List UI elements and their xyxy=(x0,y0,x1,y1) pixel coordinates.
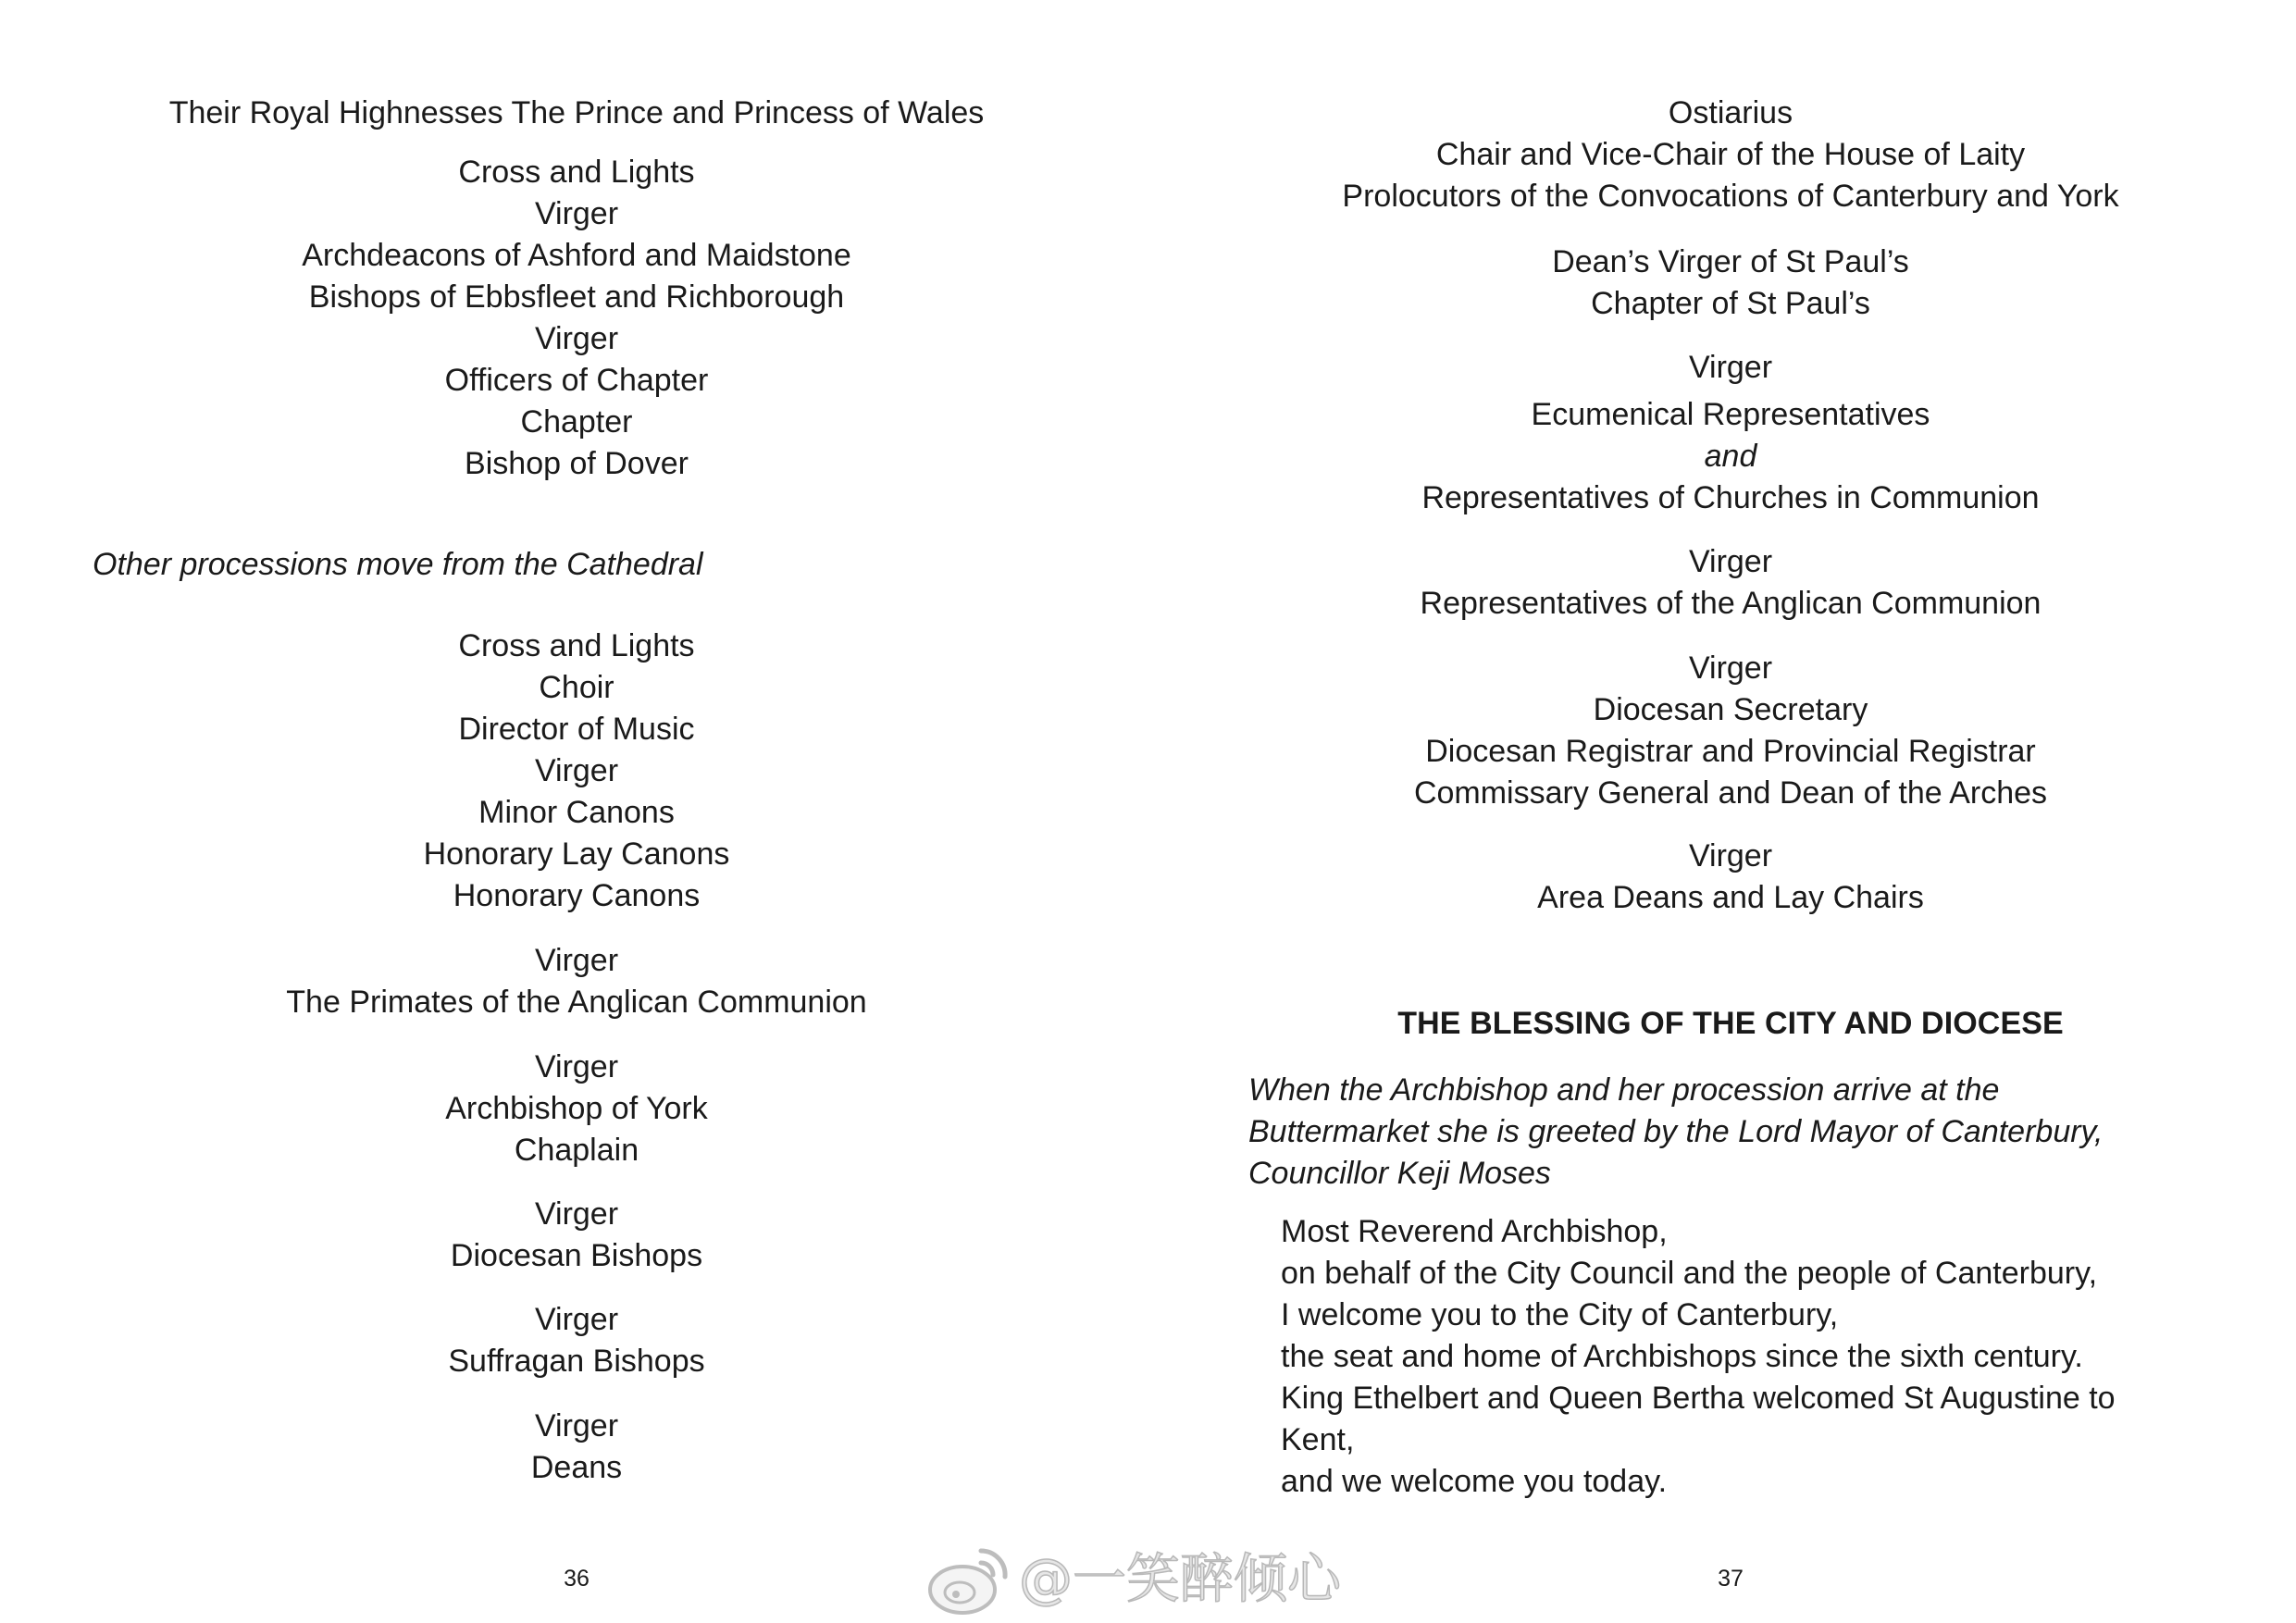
procession-line: The Primates of the Anglican Communion xyxy=(286,985,867,1020)
procession-line: Diocesan Bishops xyxy=(450,1238,703,1273)
greeting-line: King Ethelbert and Queen Bertha welcomed St Augustine to xyxy=(1281,1381,2116,1416)
procession-line: Ostiarius xyxy=(1668,95,1793,130)
watermark-text: @一笑醉倾心 xyxy=(1019,1547,1342,1610)
procession-line: Bishop of Dover xyxy=(465,446,689,481)
procession-line: Representatives of Churches in Communion xyxy=(1421,480,2040,515)
rubric-line: When the Archbishop and her procession arrive at the xyxy=(1248,1072,2000,1108)
procession-group-2 xyxy=(68,626,1086,917)
procession-line: Diocesan Registrar and Provincial Registrar xyxy=(1425,734,2036,769)
procession-group-2 xyxy=(1222,242,2240,325)
procession-line: Virger xyxy=(534,753,619,788)
procession-line: Virger xyxy=(1688,350,1773,385)
procession-line: Director of Music xyxy=(458,712,695,747)
procession-line: Virger xyxy=(534,1302,619,1337)
procession-line: Honorary Lay Canons xyxy=(423,836,730,872)
procession-line: Cross and Lights xyxy=(458,628,695,663)
procession-line: Virger xyxy=(534,1049,619,1084)
section-heading: THE BLESSING OF THE CITY AND DIOCESE xyxy=(1397,1006,2064,1041)
procession-group-3 xyxy=(68,940,1086,1023)
greeting-line: and we welcome you today. xyxy=(1281,1464,1668,1499)
procession-line: Diocesan Secretary xyxy=(1593,692,1868,727)
procession-line: Virger xyxy=(534,196,619,231)
greeting-line: I welcome you to the City of Canterbury, xyxy=(1281,1297,1839,1332)
procession-line: Representatives of the Anglican Communion xyxy=(1420,586,2042,621)
procession-line: Virger xyxy=(534,321,619,356)
procession-line: Deans xyxy=(530,1450,623,1485)
procession-line: Virger xyxy=(534,1196,619,1232)
procession-line: Ecumenical Representatives xyxy=(1531,397,1930,432)
procession-group-5 xyxy=(68,1194,1086,1277)
procession-line: Prolocutors of the Convocations of Canterbury and York xyxy=(1342,179,2119,214)
procession-group-7 xyxy=(1222,836,2240,919)
right-page xyxy=(1148,0,2296,1623)
procession-line: Dean’s Virger of St Paul’s xyxy=(1552,244,1909,279)
procession-line: Virger xyxy=(1688,650,1773,686)
procession-line: Area Deans and Lay Chairs xyxy=(1537,880,1924,915)
rubric-line: Buttermarket she is greeted by the Lord Mayor of Canterbury, xyxy=(1248,1114,2104,1149)
procession-line: Chair and Vice-Chair of the House of Laity xyxy=(1435,137,2026,172)
procession-line: Virger xyxy=(1688,544,1773,579)
rubric-blessing xyxy=(1248,1070,2103,1195)
procession-line: Virger xyxy=(1688,838,1773,873)
page-number-left: 36 xyxy=(564,1566,590,1592)
procession-line: Virger xyxy=(534,1408,619,1443)
procession-group-4 xyxy=(68,1047,1086,1171)
procession-group-5 xyxy=(1222,541,2240,625)
conjunction-line: and xyxy=(1704,439,1757,474)
procession-line: Suffragan Bishops xyxy=(448,1344,705,1379)
procession-group-3 xyxy=(1222,347,2240,389)
procession-line: Choir xyxy=(539,670,614,705)
lord-mayor-greeting xyxy=(1281,1211,2116,1503)
greeting-line: Kent, xyxy=(1281,1422,1355,1457)
procession-line: Honorary Canons xyxy=(453,878,701,913)
procession-group-1 xyxy=(1222,93,2240,217)
procession-line: Virger xyxy=(534,943,619,978)
procession-group-1 xyxy=(68,152,1086,485)
procession-line: Chaplain xyxy=(514,1133,639,1168)
greeting-line: Most Reverend Archbishop, xyxy=(1281,1214,1668,1249)
greeting-line: on behalf of the City Council and the people of Canterbury, xyxy=(1281,1256,2098,1291)
rubric-line: Other processions move from the Cathedral xyxy=(93,547,703,582)
procession-line: Minor Canons xyxy=(478,795,675,830)
page-number-right: 37 xyxy=(1718,1566,1744,1592)
procession-line: Commissary General and Dean of the Arches xyxy=(1413,775,2048,811)
procession-group-6 xyxy=(1222,648,2240,814)
procession-line: Chapter xyxy=(520,404,633,440)
procession-group-7 xyxy=(68,1406,1086,1489)
royal-procession-group xyxy=(68,93,1086,134)
procession-line: Archbishop of York xyxy=(445,1091,708,1126)
procession-group-6 xyxy=(68,1299,1086,1382)
procession-line: Bishops of Ebbsfleet and Richborough xyxy=(308,279,845,315)
opening-line: Their Royal Highnesses The Prince and Princess of Wales xyxy=(168,95,985,130)
procession-group-4 xyxy=(1222,394,2240,519)
procession-line: Cross and Lights xyxy=(458,155,695,190)
rubric-line: Councillor Keji Moses xyxy=(1248,1156,1551,1191)
rubric-other-processions xyxy=(93,544,703,586)
procession-line: Chapter of St Paul’s xyxy=(1591,286,1870,321)
procession-line: Archdeacons of Ashford and Maidstone xyxy=(302,238,851,273)
procession-line: Officers of Chapter xyxy=(444,363,709,398)
greeting-line: the seat and home of Archbishops since the sixth century. xyxy=(1281,1339,2083,1374)
